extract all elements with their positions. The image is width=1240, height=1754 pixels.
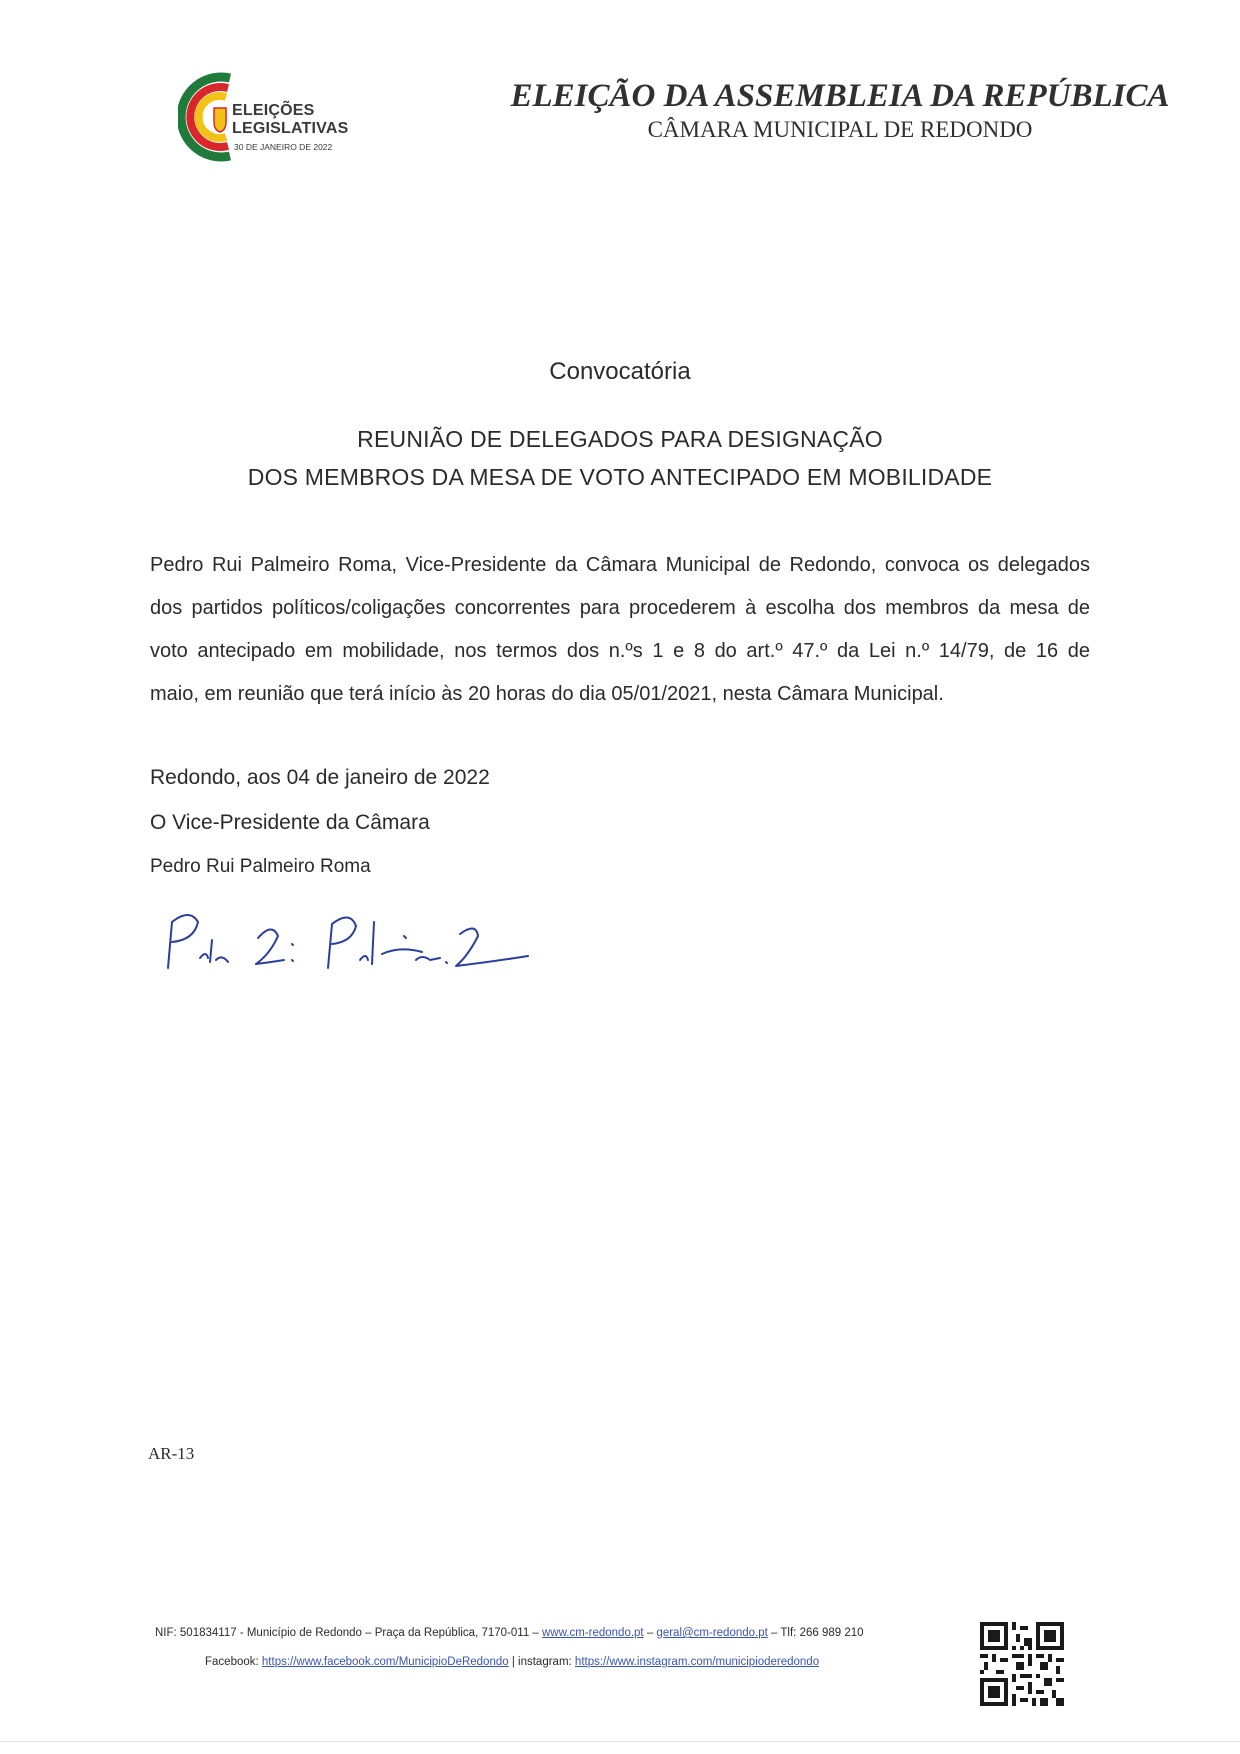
footer-contact-line bbox=[155, 1627, 864, 1639]
body-line: voto antecipado em mobilidade, nos termos dos n.ºs 1 e 8 do art.º 47.º da Lei n.º 14/79, de 16 de bbox=[150, 640, 1090, 662]
logo-line-2: LEGISLATIVAS bbox=[232, 120, 349, 137]
logo-date: 30 DE JANEIRO DE 2022 bbox=[234, 142, 333, 152]
document-title: Convocatória bbox=[549, 358, 691, 385]
facebook-link[interactable]: https://www.facebook.com/MunicipioDeRedondo bbox=[261, 1656, 509, 1668]
logo-line-1: ELEIÇÕES bbox=[232, 102, 315, 119]
body-line: dos partidos políticos/coligações concorrentes para procederem à escolha dos membros da mesa de bbox=[150, 597, 1090, 619]
closing-name: Pedro Rui Palmeiro Roma bbox=[150, 856, 371, 877]
handwritten-signature bbox=[160, 900, 530, 980]
body-line: maio, em reunião que terá início às 20 horas do dia 05/01/2021, nesta Câmara Municipal. bbox=[150, 683, 944, 705]
election-logo bbox=[178, 72, 368, 162]
email-link[interactable]: geral@cm-redondo.pt bbox=[656, 1627, 768, 1639]
closing-place-date: Redondo, aos 04 de janeiro de 2022 bbox=[150, 766, 490, 789]
footer-nif: NIF: 501834117 - Município de Redondo – Praça da República, 7170-011 – bbox=[155, 1627, 542, 1639]
subject-line-1: REUNIÃO DE DELEGADOS PARA DESIGNAÇÃO bbox=[357, 426, 883, 452]
footer-separator: – bbox=[643, 1627, 657, 1639]
footer-phone: – Tlf: 266 989 210 bbox=[767, 1627, 864, 1639]
footer-social-line bbox=[205, 1656, 819, 1668]
subject-line-2: DOS MEMBROS DA MESA DE VOTO ANTECIPADO EM MOBILIDADE bbox=[247, 464, 993, 490]
header-title: ELEIÇÃO DA ASSEMBLEIA DA REPÚBLICA bbox=[510, 78, 1170, 114]
instagram-label: | instagram: bbox=[508, 1656, 575, 1668]
reference-code: AR-13 bbox=[148, 1444, 195, 1463]
header-subtitle: CÂMARA MUNICIPAL DE REDONDO bbox=[647, 117, 1033, 142]
bottom-divider bbox=[0, 1741, 1240, 1742]
facebook-label: Facebook: bbox=[205, 1656, 262, 1668]
instagram-link[interactable]: https://www.instagram.com/municipioderedondo bbox=[574, 1656, 820, 1668]
website-link[interactable]: www.cm-redondo.pt bbox=[542, 1627, 644, 1639]
qr-code-icon bbox=[980, 1622, 1064, 1706]
body-line: Pedro Rui Palmeiro Roma, Vice-Presidente da Câmara Municipal de Redondo, convoca os delegados bbox=[150, 554, 1090, 576]
closing-role: O Vice-Presidente da Câmara bbox=[150, 811, 430, 834]
logo-arcs-icon bbox=[178, 72, 238, 162]
